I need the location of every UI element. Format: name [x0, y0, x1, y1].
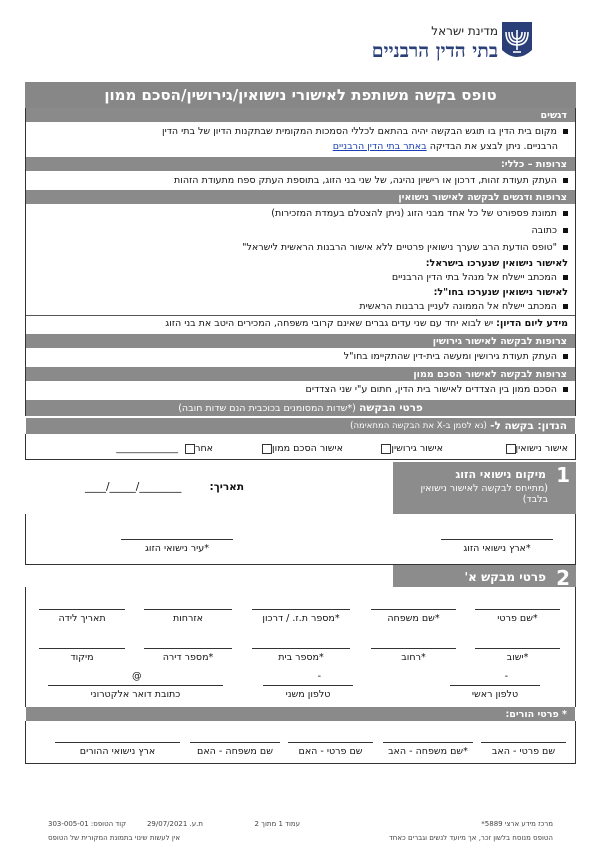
request-details-heading	[26, 400, 575, 416]
father-first-name-field[interactable]	[481, 728, 566, 757]
option-prenup[interactable]	[258, 443, 343, 454]
prenup-item-1	[306, 384, 568, 395]
section-2-number: 2	[556, 566, 570, 590]
notes-line-1	[162, 126, 568, 137]
citizenship-field[interactable]	[144, 595, 232, 624]
bullet-icon	[563, 211, 568, 216]
option-other-input[interactable]: _____________	[116, 443, 179, 454]
id-number-field[interactable]	[252, 595, 350, 624]
marriage-abroad-heading: לאישור נישואין שנערכו בחו"ל:	[433, 287, 568, 298]
general-heading: צרופות – כללי:	[26, 157, 575, 171]
marriage-city-field[interactable]	[121, 525, 233, 554]
option-prenup-checkbox[interactable]	[262, 444, 272, 454]
request-details-note: (*שדות המסומנים בכוכבית הנם שדות חובה)	[178, 402, 356, 414]
email-at-sign: @	[132, 671, 142, 682]
secondary-phone-label: טלפון משני	[285, 689, 331, 700]
option-marriage-checkbox[interactable]	[506, 444, 516, 454]
bullet-icon	[563, 245, 568, 250]
apartment-number-label: *מספר דירה	[162, 652, 214, 663]
zip-code-field[interactable]	[39, 634, 125, 663]
last-name-field[interactable]	[371, 595, 456, 624]
house-number-field[interactable]	[252, 634, 350, 663]
divorce-item-text: העתק תעודת גירושין ומעשה בית-דין שהתקיימו בחו"ל	[343, 351, 557, 362]
court-name: בתי הדין הרבניים	[371, 40, 498, 62]
courts-website-link[interactable]: באתר בתי הדין הרבניים	[332, 141, 427, 152]
request-details-title: פרטי הבקשה	[359, 402, 423, 414]
bullet-icon	[563, 275, 568, 280]
marriage-item-text: תמונת פספורט של כל אחד מבני הזוג (ניתן להצטלם בעמדת המזכירות)	[271, 208, 557, 219]
notes-line-2	[333, 141, 558, 152]
birth-date-field[interactable]	[39, 595, 125, 624]
bullet-icon	[563, 304, 568, 309]
prenup-heading: צרופות לבקשה לאישור הסכם ממון	[26, 367, 575, 381]
marriage-item-2	[531, 225, 568, 236]
mother-first-name-field[interactable]	[288, 728, 373, 757]
primary-phone-dash: -	[504, 671, 508, 682]
footer-page: עמוד 1 מתוך 2	[254, 820, 300, 828]
option-marriage-label: אישור נישואין	[515, 443, 568, 454]
parents-marriage-country-label: ארץ נישואי ההורים	[79, 746, 156, 757]
footer-form-code: קוד הטופס: 303-005-01	[48, 820, 127, 828]
first-name-label: *שם פרטי	[497, 613, 538, 624]
father-last-name-field[interactable]	[383, 728, 473, 757]
state-name: מדינת ישראל	[431, 24, 498, 38]
general-item-text: העתק תעודת זהות, דרכון או רישיון נהיגה, של שני בני הזוג, בתוספת העתק ספח מתעודת הזהות	[173, 175, 557, 186]
citizenship-label: אזרחות	[172, 613, 204, 624]
marriage-item-1	[271, 208, 568, 219]
section-1-header	[393, 462, 576, 514]
marriage-heading: צרופות ודגשים לבקשה לאישור נישואין	[26, 190, 575, 204]
secondary-phone-field[interactable]	[263, 671, 353, 700]
option-marriage[interactable]	[502, 443, 569, 454]
hearing-info-text: יש לבוא יחד עם שני עדים גברים שאינם קרובי משפחה, המכירים היטב את בני הזוג	[165, 318, 494, 329]
mother-first-name-label: שם פרטי - האם	[298, 746, 363, 757]
subject-note: (נא לסמן ב-X את הבקשה המתאימה)	[350, 421, 487, 431]
general-item-1	[174, 175, 568, 186]
divorce-item-1	[344, 351, 568, 362]
marriage-country-label: *ארץ נישואי הזוג	[463, 543, 531, 554]
prenup-item-text: הסכם ממון בין הצדדים לאישור בית הדין, חתום ע"י שני הצדדים	[305, 384, 557, 395]
option-prenup-label: אישור הסכם ממון	[272, 443, 343, 454]
last-name-label: *שם משפחה	[387, 613, 440, 624]
primary-phone-field[interactable]	[450, 671, 540, 700]
bullet-icon	[563, 129, 568, 134]
house-number-label: *מספר בית	[278, 652, 324, 663]
street-label: *רחוב	[401, 652, 426, 663]
id-number-label: *מספר ת.ז. / דרכון	[262, 613, 340, 624]
notes-text-1: מקום בית הדין בו תוגש הבקשה יהיה בהתאם לכללי הסמכות המקומית שבתקנות הדיון של בתי הדין	[161, 126, 557, 137]
first-name-field[interactable]	[475, 595, 560, 624]
divider	[26, 315, 575, 316]
marriage-item-3	[242, 242, 568, 253]
subject-bar	[26, 418, 575, 434]
father-first-name-label: שם פרטי - האב	[491, 746, 556, 757]
divorce-heading: צרופות לבקשה לאישור גירושין	[26, 334, 575, 348]
hearing-info	[165, 318, 568, 329]
street-field[interactable]	[371, 634, 456, 663]
footer-date: ת.ע. 29/07/2021	[146, 820, 203, 828]
footer-center-info: מרכז מידע ארצי 5889*	[481, 820, 553, 828]
bullet-icon	[563, 178, 568, 183]
date-label: תאריך:	[209, 481, 244, 493]
father-last-name-label: *שם משפחה - האב	[388, 746, 468, 757]
apartment-number-field[interactable]	[144, 634, 232, 663]
option-divorce-label: אישור גירושין	[391, 443, 443, 454]
mother-last-name-label: שם משפחה - האם	[197, 746, 273, 757]
parents-marriage-country-field[interactable]	[55, 728, 180, 757]
form-title: טופס בקשה משותפת לאישורי נישואין/גירושין/הסכם ממון	[25, 82, 576, 108]
bullet-icon	[563, 387, 568, 392]
option-other-label: אחר	[195, 443, 213, 454]
bullet-icon	[563, 228, 568, 233]
marriage-abroad-text: המכתב יישלח אל הממונה לעניין ברבנות הראשית	[359, 301, 557, 312]
marriage-abroad-item	[359, 301, 568, 312]
primary-phone-label: טלפון ראשי	[471, 689, 519, 700]
city-field[interactable]	[475, 634, 560, 663]
hearing-info-label: מידע ליום הדיון:	[496, 318, 568, 329]
section-1-subtitle: (מתייחס לבקשה לאישור נישואין בלבד)	[420, 483, 548, 505]
parents-heading: * פרטי הורים:	[26, 707, 575, 721]
marriage-israel-item	[392, 272, 568, 283]
email-field[interactable]	[48, 671, 223, 700]
marriage-country-field[interactable]	[441, 525, 553, 554]
zip-code-label: מיקוד	[70, 652, 94, 663]
subject-label: הנדון: בקשה ל-	[490, 420, 567, 432]
option-other-checkbox[interactable]	[185, 444, 195, 454]
marriage-city-label: *עיר נישואי הזוג	[145, 543, 209, 554]
marriage-israel-heading: לאישור נישואין שנערכו בישראל:	[425, 258, 568, 269]
option-other[interactable]	[116, 443, 213, 454]
footer-no-change: אין לעשות שינוי בתמונת המקורית של הטופס	[48, 834, 181, 842]
section-1-title: מיקום נישואי הזוג	[455, 468, 546, 481]
section-1-number: 1	[556, 463, 570, 487]
marriage-item-text: "טופס הודעת הרב שערך נישואין פרטיים ללא אישור הרבנות הראשית לישראל"	[242, 242, 557, 253]
section-2-title: פרטי מבקש א'	[464, 570, 546, 584]
date-input[interactable]: ________/_____/____	[85, 481, 182, 493]
section-2-header	[393, 565, 576, 590]
bullet-icon	[563, 354, 568, 359]
mother-last-name-field[interactable]	[190, 728, 280, 757]
menorah-emblem-icon	[500, 20, 534, 64]
option-divorce-checkbox[interactable]	[381, 444, 391, 454]
option-divorce[interactable]	[377, 443, 443, 454]
email-label: כתובת דואר אלקטרוני	[90, 689, 181, 700]
footer-gender-note: הטופס מנוסח בלשון זכר, אך מיועד לנשים וגברים כאחד	[388, 834, 553, 842]
notes-heading: דגשים	[26, 108, 575, 122]
secondary-phone-dash: -	[317, 671, 321, 682]
notes-text-2: הרבניים. ניתן לבצע את הבדיקה	[429, 141, 558, 152]
birth-date-label: תאריך לידה	[58, 613, 106, 624]
city-label: *ישוב	[506, 652, 529, 663]
marriage-item-text: כתובה	[531, 225, 557, 236]
marriage-israel-text: המכתב יישלח אל מנהל בתי הדין הרבניים	[391, 272, 557, 283]
